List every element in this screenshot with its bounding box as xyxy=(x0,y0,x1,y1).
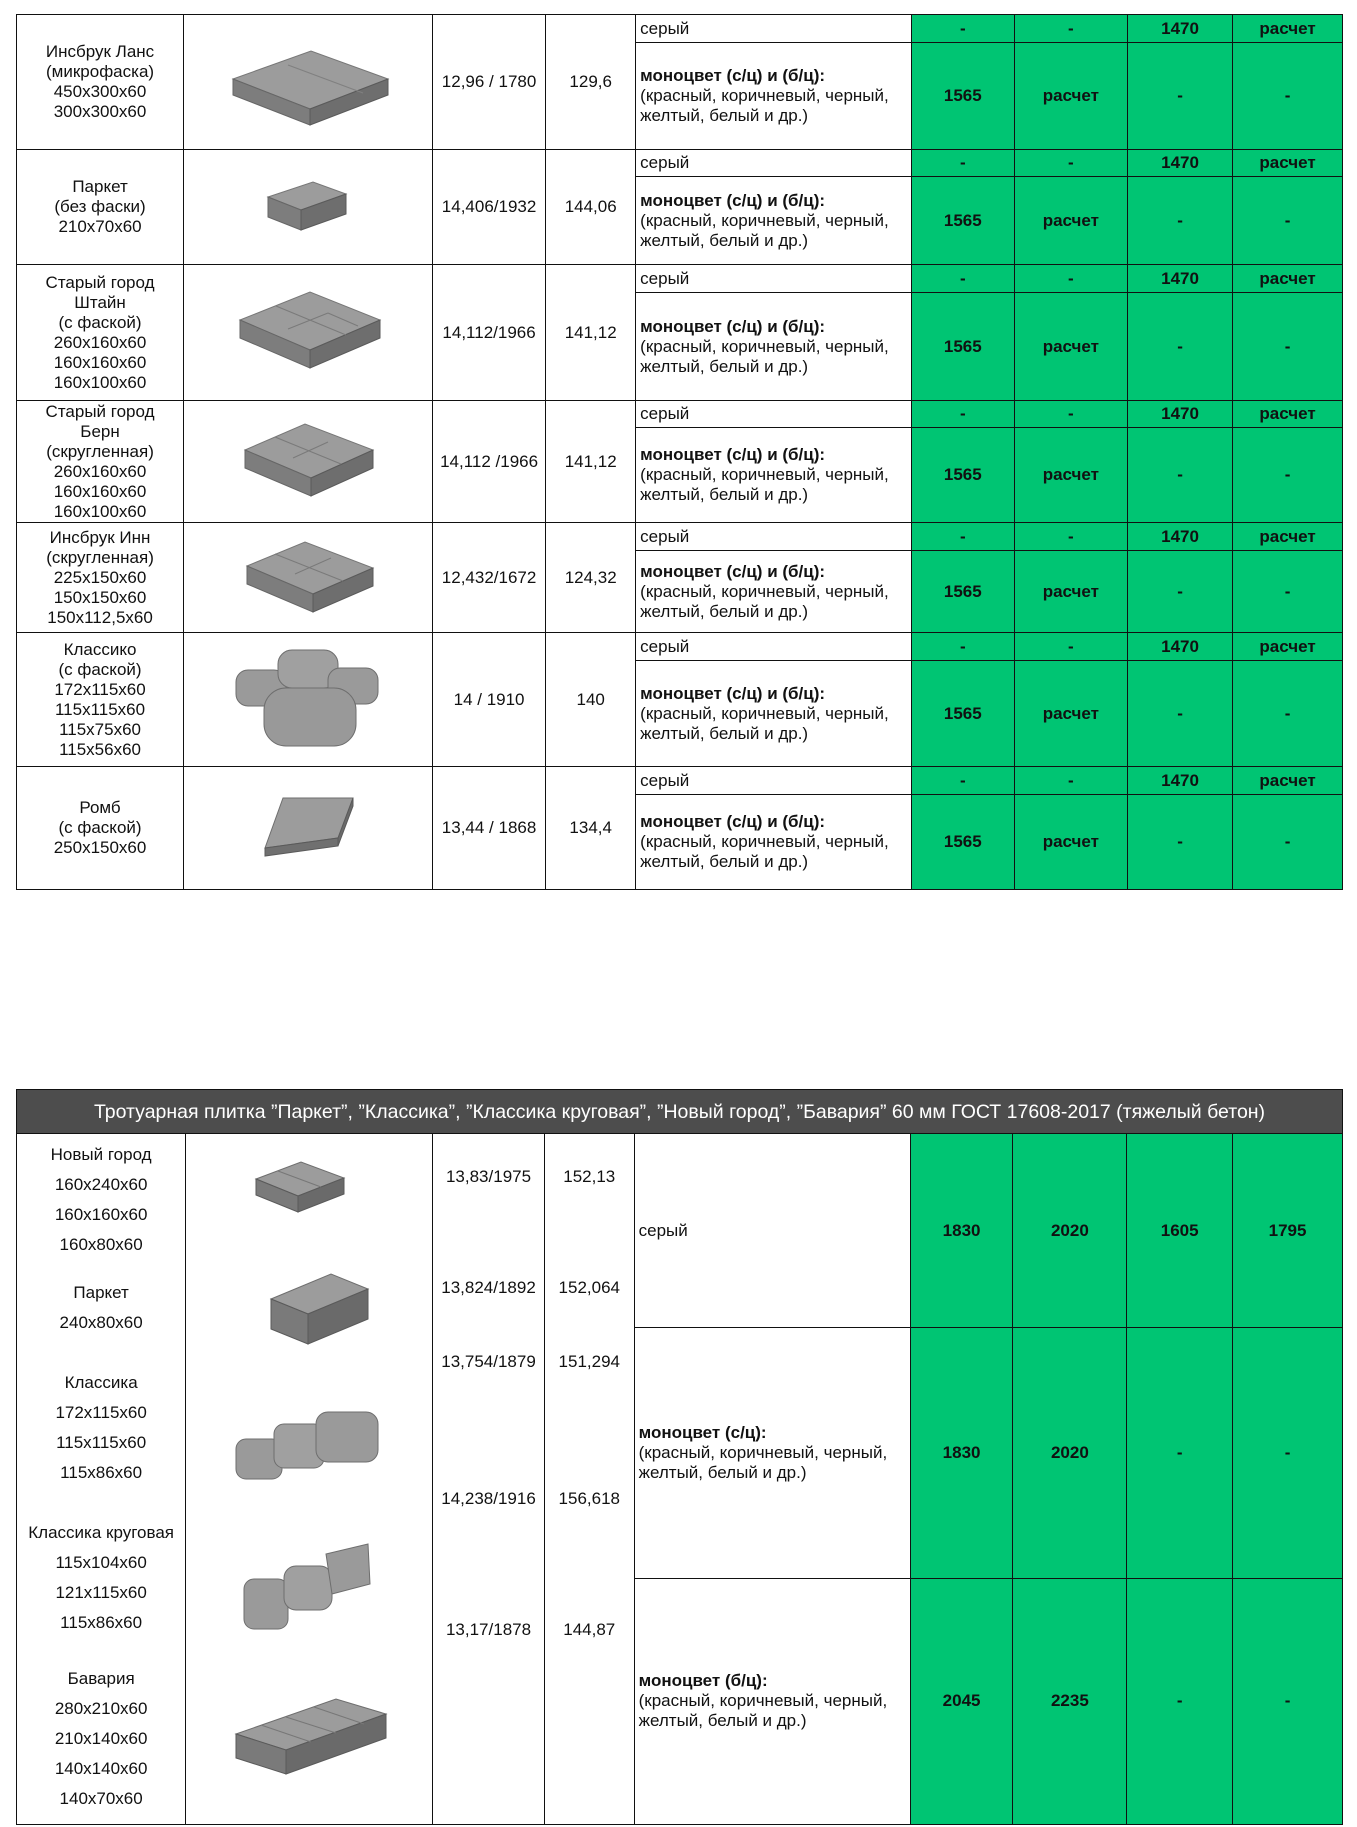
price-cell: - xyxy=(1014,767,1127,795)
rate-value: 124,32 xyxy=(546,523,636,633)
price-cell: расчет xyxy=(1014,795,1127,890)
price-cell: расчет xyxy=(1233,15,1343,43)
rate-value: 151,294 xyxy=(558,1352,620,1371)
color-mono-label: моноцвет (с/ц) и (б/ц): (красный, коричневый, черный, желтый, белый и др.) xyxy=(636,428,912,523)
color-mono-label: моноцвет (с/ц) и (б/ц): (красный, коричневый, черный, желтый, белый и др.) xyxy=(636,661,912,767)
price-cell: - xyxy=(1127,1578,1233,1824)
paving-tile-bavaria-icon xyxy=(236,1699,386,1774)
price-cell: 1565 xyxy=(911,661,1014,767)
rate-value: 144,06 xyxy=(546,150,636,265)
price-cell: 1470 xyxy=(1127,767,1232,795)
price-cell: 1565 xyxy=(911,551,1014,633)
price-cell: расчет xyxy=(1233,265,1343,293)
price-table-2 xyxy=(16,1089,1343,1825)
table-row xyxy=(17,523,1343,551)
product-name: Классико (с фаской) 172х115х60 115х115х60 115х75х60 115х56х60 xyxy=(17,633,184,767)
price-cell: 1795 xyxy=(1233,1134,1343,1328)
product-image xyxy=(184,523,433,633)
price-cell: расчет xyxy=(1014,177,1127,265)
color-mono-label: моноцвет (с/ц) и (б/ц): (красный, коричневый, черный, желтый, белый и др.) xyxy=(636,293,912,401)
table-row xyxy=(17,633,1343,661)
product-name: Старый город Штайн (с фаской) 260х160х60 160х160х60 160х100х60 xyxy=(17,265,184,401)
price-cell: 2020 xyxy=(1013,1134,1127,1328)
table-row xyxy=(17,767,1343,795)
product-name: Инсбрук Инн (скругленная) 225х150х60 150х150х60 150х112,5х60 xyxy=(17,523,184,633)
price-cell: - xyxy=(1127,177,1232,265)
m2-value: 14,238/1916 xyxy=(441,1489,536,1508)
price-cell: 1470 xyxy=(1127,15,1232,43)
price-cell: - xyxy=(911,150,1014,177)
paving-tile-parket-icon xyxy=(258,172,358,242)
price-cell: - xyxy=(1127,1328,1233,1578)
color-mono-label: моноцвет (с/ц) и (б/ц): (красный, коричневый, черный, желтый, белый и др.) xyxy=(636,551,912,633)
product-image xyxy=(184,401,433,523)
m2-value: 13,754/1879 xyxy=(441,1352,536,1371)
price-cell: расчет xyxy=(1014,551,1127,633)
price-cell: 1470 xyxy=(1127,401,1232,428)
price-cell: - xyxy=(1127,293,1232,401)
price-cell: расчет xyxy=(1233,767,1343,795)
color-grey-label: серый xyxy=(636,523,912,551)
price-cell: 1565 xyxy=(911,428,1014,523)
table-title-row xyxy=(17,1090,1343,1134)
product-image xyxy=(184,150,433,265)
price-cell: - xyxy=(911,633,1014,661)
color-grey-label: серый xyxy=(636,150,912,177)
price-cell: - xyxy=(1127,428,1232,523)
m2-value: 14,406/1932 xyxy=(432,150,545,265)
color-grey-label: серый xyxy=(636,401,912,428)
m2-value: 13,824/1892 xyxy=(441,1278,536,1297)
price-cell: - xyxy=(911,401,1014,428)
price-cell: 2235 xyxy=(1013,1578,1127,1824)
product-name: Ромб (с фаской) 250х150х60 xyxy=(17,767,184,890)
price-cell: 1565 xyxy=(911,795,1014,890)
price-cell: - xyxy=(1233,795,1343,890)
price-cell: 1565 xyxy=(911,43,1014,150)
price-cell: - xyxy=(1233,428,1343,523)
price-cell: - xyxy=(911,265,1014,293)
product-image xyxy=(184,767,433,890)
price-cell: - xyxy=(1127,795,1232,890)
paving-tile-ins-lans-icon xyxy=(223,27,393,137)
price-cell: - xyxy=(1233,43,1343,150)
rate-value: 141,12 xyxy=(546,401,636,523)
product-names-column: Новый город 160х240х60 160х160х60 160х80х60 Паркет 240х80х60 Классика 172х115х60 115х115х60 115х86х60 Классика круговая 115х104х60 121х115х60 115х86х60 Бавария 280х210х60 210х140х60 140х140х60 140х70х60 xyxy=(17,1134,186,1825)
price-cell: - xyxy=(911,523,1014,551)
product-image xyxy=(184,15,433,150)
product-name: Инсбрук Ланс (микрофаска) 450х300х60 300х300х60 xyxy=(17,15,184,150)
price-cell: 1830 xyxy=(910,1134,1013,1328)
price-cell: расчет xyxy=(1014,43,1127,150)
table-row xyxy=(17,15,1343,43)
price-cell: - xyxy=(1014,401,1127,428)
price-cell: 1470 xyxy=(1127,150,1232,177)
price-cell: расчет xyxy=(1014,428,1127,523)
price-cell: - xyxy=(1127,551,1232,633)
paving-tile-romb-icon xyxy=(253,788,363,868)
product-image xyxy=(184,265,433,401)
rate-column xyxy=(544,1134,634,1825)
price-cell: - xyxy=(1233,293,1343,401)
price-cell: 1565 xyxy=(911,293,1014,401)
price-cell: расчет xyxy=(1233,401,1343,428)
price-cell: - xyxy=(1014,15,1127,43)
price-cell: - xyxy=(911,15,1014,43)
price-cell: расчет xyxy=(1014,293,1127,401)
paving-tile-bern-icon xyxy=(233,412,383,512)
m2-value: 13,83/1975 xyxy=(445,1167,532,1186)
paving-tile-inn-icon xyxy=(233,530,383,625)
table-row xyxy=(17,150,1343,177)
m2-value: 13,44 / 1868 xyxy=(432,767,545,890)
price-cell: 2020 xyxy=(1013,1328,1127,1578)
price-cell: 1605 xyxy=(1127,1134,1233,1328)
color-grey-label: серый xyxy=(636,15,912,43)
price-cell: - xyxy=(1233,551,1343,633)
table-title: Тротуарная плитка ”Паркет”, ”Классика”, ”Классика круговая”, ”Новый город”, ”Бавария” 60 мм ГОСТ 17608-2017 (тяжелый бетон) xyxy=(17,1090,1343,1134)
product-name: Паркет (без фаски) 210х70х60 xyxy=(17,150,184,265)
price-cell: - xyxy=(1127,43,1232,150)
rate-value: 144,87 xyxy=(563,1620,616,1639)
m2-value: 14,112 /1966 xyxy=(432,401,545,523)
price-cell: - xyxy=(1233,177,1343,265)
color-grey-label: серый xyxy=(634,1134,910,1328)
rate-value: 152,13 xyxy=(563,1167,616,1186)
price-cell: - xyxy=(911,767,1014,795)
price-cell: - xyxy=(1014,265,1127,293)
rate-value: 141,12 xyxy=(546,265,636,401)
m2-value: 12,96 / 1780 xyxy=(432,15,545,150)
price-cell: расчет xyxy=(1233,150,1343,177)
price-cell: расчет xyxy=(1233,633,1343,661)
color-mono-bc-label: моноцвет (б/ц): (красный, коричневый, черный, желтый, белый и др.) xyxy=(634,1578,910,1824)
paving-tile-klassiko-icon xyxy=(228,640,388,760)
rate-value: 152,064 xyxy=(558,1278,620,1297)
color-mono-label: моноцвет (с/ц) и (б/ц): (красный, коричневый, черный, желтый, белый и др.) xyxy=(636,43,912,150)
product-image xyxy=(184,633,433,767)
rate-value: 134,4 xyxy=(546,767,636,890)
paving-tile-klassika-krug-icon xyxy=(244,1544,370,1629)
product-name: Старый город Берн (скругленная) 260х160х60 160х160х60 160х100х60 xyxy=(17,401,184,523)
price-cell: - xyxy=(1014,150,1127,177)
m2-column xyxy=(433,1134,545,1825)
paving-tile-klassika-icon xyxy=(236,1412,378,1479)
product-images-column xyxy=(186,1134,433,1825)
price-cell: расчет xyxy=(1014,661,1127,767)
color-grey-label: серый xyxy=(636,767,912,795)
price-cell: расчет xyxy=(1233,523,1343,551)
color-mono-sc-label: моноцвет (с/ц): (красный, коричневый, черный, желтый, белый и др.) xyxy=(634,1328,910,1578)
m2-value: 14,112/1966 xyxy=(432,265,545,401)
color-mono-label: моноцвет (с/ц) и (б/ц): (красный, коричневый, черный, желтый, белый и др.) xyxy=(636,177,912,265)
m2-value: 12,432/1672 xyxy=(432,523,545,633)
rate-value: 140 xyxy=(546,633,636,767)
price-cell: - xyxy=(1014,523,1127,551)
paving-tile-novyi-gorod-icon xyxy=(256,1162,344,1212)
rate-value: 156,618 xyxy=(558,1489,620,1508)
rate-value: 129,6 xyxy=(546,15,636,150)
price-cell: 1565 xyxy=(911,177,1014,265)
m2-value: 14 / 1910 xyxy=(432,633,545,767)
color-mono-label: моноцвет (с/ц) и (б/ц): (красный, коричневый, черный, желтый, белый и др.) xyxy=(636,795,912,890)
color-grey-label: серый xyxy=(636,265,912,293)
color-grey-label: серый xyxy=(636,633,912,661)
table-row xyxy=(17,265,1343,293)
price-cell: 1470 xyxy=(1127,633,1232,661)
price-cell: 1470 xyxy=(1127,265,1232,293)
m2-value: 13,17/1878 xyxy=(445,1620,532,1639)
price-cell: 2045 xyxy=(910,1578,1013,1824)
price-cell: - xyxy=(1233,1328,1343,1578)
price-cell: - xyxy=(1233,661,1343,767)
price-cell: - xyxy=(1233,1578,1343,1824)
price-cell: - xyxy=(1014,633,1127,661)
price-cell: 1830 xyxy=(910,1328,1013,1578)
paving-tile-shtain-icon xyxy=(228,278,388,388)
table-row xyxy=(17,1134,1343,1328)
paving-tile-parket-2-icon xyxy=(271,1274,368,1344)
table-row xyxy=(17,401,1343,428)
price-table-1 xyxy=(16,14,1343,890)
price-cell: - xyxy=(1127,661,1232,767)
price-cell: 1470 xyxy=(1127,523,1232,551)
